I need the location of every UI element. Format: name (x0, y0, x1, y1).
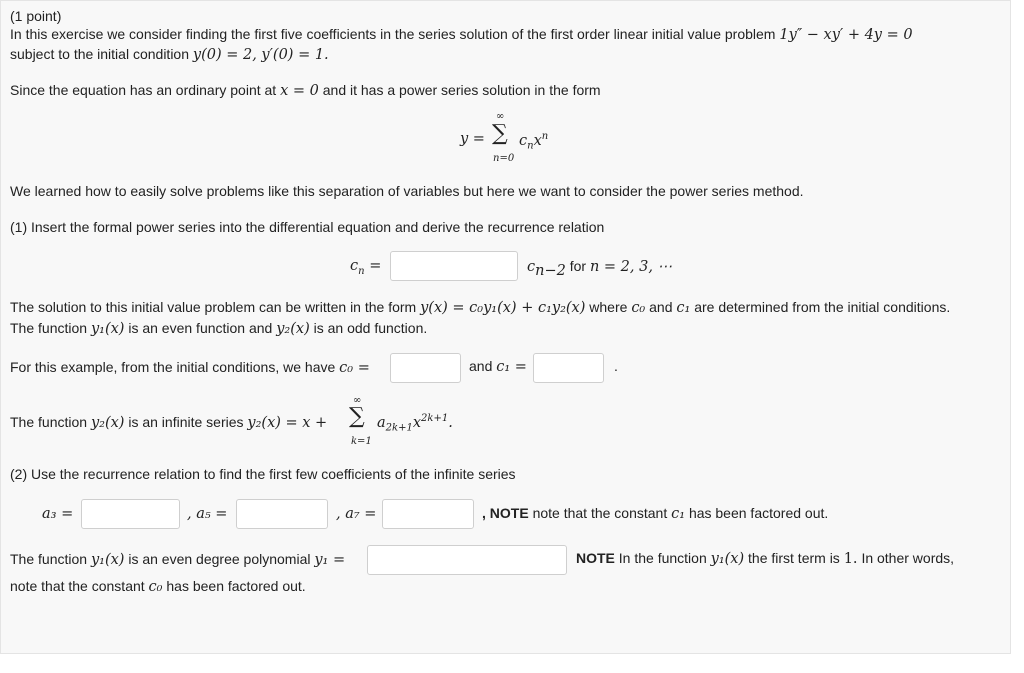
solution-line-1 (10, 298, 950, 317)
y1-note-text: In the function (618, 550, 707, 566)
series-lhs: y = (460, 131, 485, 147)
a-note-end: has been factored out. (688, 505, 829, 521)
a-note-c1: c₁ (671, 506, 686, 522)
y1-mid: is an even degree polynomial (128, 551, 311, 567)
y1-note-symbol: y₁(x) (710, 551, 745, 567)
solution-odd: is an odd function. (313, 320, 428, 336)
ode-equation: 1y″ − xy′ + 4y = 0 (779, 27, 913, 43)
y1-line-2 (10, 577, 306, 596)
recurrence-rhs (527, 258, 672, 279)
recurrence-lhs (350, 258, 381, 277)
recurrence-rhs-sub: n−2 (535, 262, 566, 279)
y1-line2-c0: c₀ (148, 579, 163, 595)
solution-even: is an even function and (128, 320, 273, 336)
a3-label: a₃ = (42, 506, 74, 522)
recurrence-range: n = 2, 3, ⋯ (589, 259, 673, 275)
intro-line-2 (10, 45, 329, 64)
recurrence-rhs-c: c (527, 259, 536, 275)
solution-y2: y₂(x) (276, 321, 310, 337)
y1-input[interactable] (367, 545, 567, 575)
y2-period: . (448, 414, 453, 431)
y2-series-line (10, 413, 327, 432)
solution-c1: c₁ (676, 300, 691, 316)
y1-note-mid: the first term is (748, 550, 840, 566)
solution-fn-text: The function (10, 320, 88, 336)
series-lower: n=0 (493, 153, 515, 164)
series-upper: ∞ (496, 111, 505, 122)
solution-y1: y₁(x) (90, 321, 125, 337)
y2-term (377, 413, 453, 434)
y2-term-sub: 2k+1 (385, 422, 413, 434)
ic-text: subject to the initial condition (10, 46, 189, 62)
series-sum-icon: ∑ (492, 121, 508, 146)
points-label: (1 point) (10, 8, 62, 24)
series-term-sup: n (541, 131, 549, 142)
intro-line-1 (10, 25, 913, 44)
c1-label: c₁ = (496, 359, 527, 375)
y2-term-a: a (377, 414, 386, 431)
solution-c0: c₀ (631, 300, 646, 316)
solution-where: where (589, 299, 628, 315)
y2-symbol: y₂(x) (90, 415, 125, 431)
y2-expr: y₂(x) = x + (247, 415, 328, 431)
y2-mid: is an infinite series (128, 414, 244, 430)
a-note-bold: , NOTE (482, 505, 529, 521)
constants-period: . (614, 358, 618, 374)
ordinary-point-line (10, 81, 601, 100)
part2-text: (2) Use the recurrence relation to find the first few coefficients of the infinite series (10, 466, 516, 482)
a7-input[interactable] (382, 499, 474, 529)
y2-sum-lower: k=1 (351, 436, 372, 447)
ordinary-point: x = 0 (280, 83, 319, 99)
y1-note-one: 1. (843, 551, 858, 567)
y1-line (10, 550, 345, 569)
recurrence-c: c (350, 258, 359, 274)
constants-and: and (469, 358, 493, 374)
a-note-text: note that the constant (532, 505, 668, 521)
ordinary-suffix: and it has a power series solution in the form (322, 82, 601, 98)
y1-symbol: y₁(x) (90, 552, 125, 568)
a5-label: , a₅ = (187, 506, 228, 522)
part1-text: (1) Insert the formal power series into the differential equation and derive the recurrence relation (10, 219, 605, 235)
y1-line2-text: note that the constant (10, 578, 145, 594)
series-term (519, 131, 548, 152)
learned-text: We learned how to easily solve problems like this separation of variables but here we want to consider the power series method. (10, 183, 804, 199)
y2-sum-upper: ∞ (353, 395, 362, 406)
a-note (482, 505, 828, 522)
y1-note-end: In other words, (861, 550, 955, 566)
y2-text: The function (10, 414, 88, 430)
c0-label: c₀ = (339, 360, 370, 376)
solution-suffix: are determined from the initial conditions. (694, 299, 951, 315)
solution-and: and (649, 299, 673, 315)
y2-term-x: x (412, 414, 422, 431)
a7-label: , a₇ = (336, 506, 377, 522)
recurrence-eq: = (369, 258, 382, 274)
a5-input[interactable] (236, 499, 328, 529)
constants-text (10, 358, 370, 377)
intro-text: In this exercise we consider finding the first five coefficients in the series solution of the first order linear initial value problem (10, 26, 776, 42)
y2-sum-icon: ∑ (349, 404, 365, 429)
solution-form: y(x) = c₀y₁(x) + c₁y₂(x) (420, 300, 586, 316)
recurrence-input[interactable] (390, 251, 518, 281)
solution-text: The solution to this initial value problem can be written in the form (10, 299, 417, 315)
y1-label: y₁ = (314, 552, 346, 568)
y1-text: The function (10, 551, 88, 567)
constants-label: For this example, from the initial conditions, we have (10, 359, 336, 375)
a3-input[interactable] (81, 499, 180, 529)
series-term-x: x (533, 132, 542, 149)
c1-label-group (469, 358, 527, 375)
y1-note (576, 550, 954, 567)
series-term-sub: n (527, 140, 534, 152)
recurrence-n: n (358, 265, 365, 277)
recurrence-for: for (569, 258, 587, 274)
ordinary-text: Since the equation has an ordinary point at (10, 82, 277, 98)
series-term-c: c (519, 132, 528, 149)
initial-conditions: y(0) = 2, y′(0) = 1. (192, 47, 329, 63)
y1-line2-end: has been factored out. (166, 578, 306, 594)
c1-input[interactable] (533, 353, 604, 383)
y1-note-bold: NOTE (576, 550, 615, 566)
c0-input[interactable] (390, 353, 461, 383)
solution-line-2 (10, 319, 427, 338)
y2-term-sup: 2k+1 (421, 413, 449, 424)
